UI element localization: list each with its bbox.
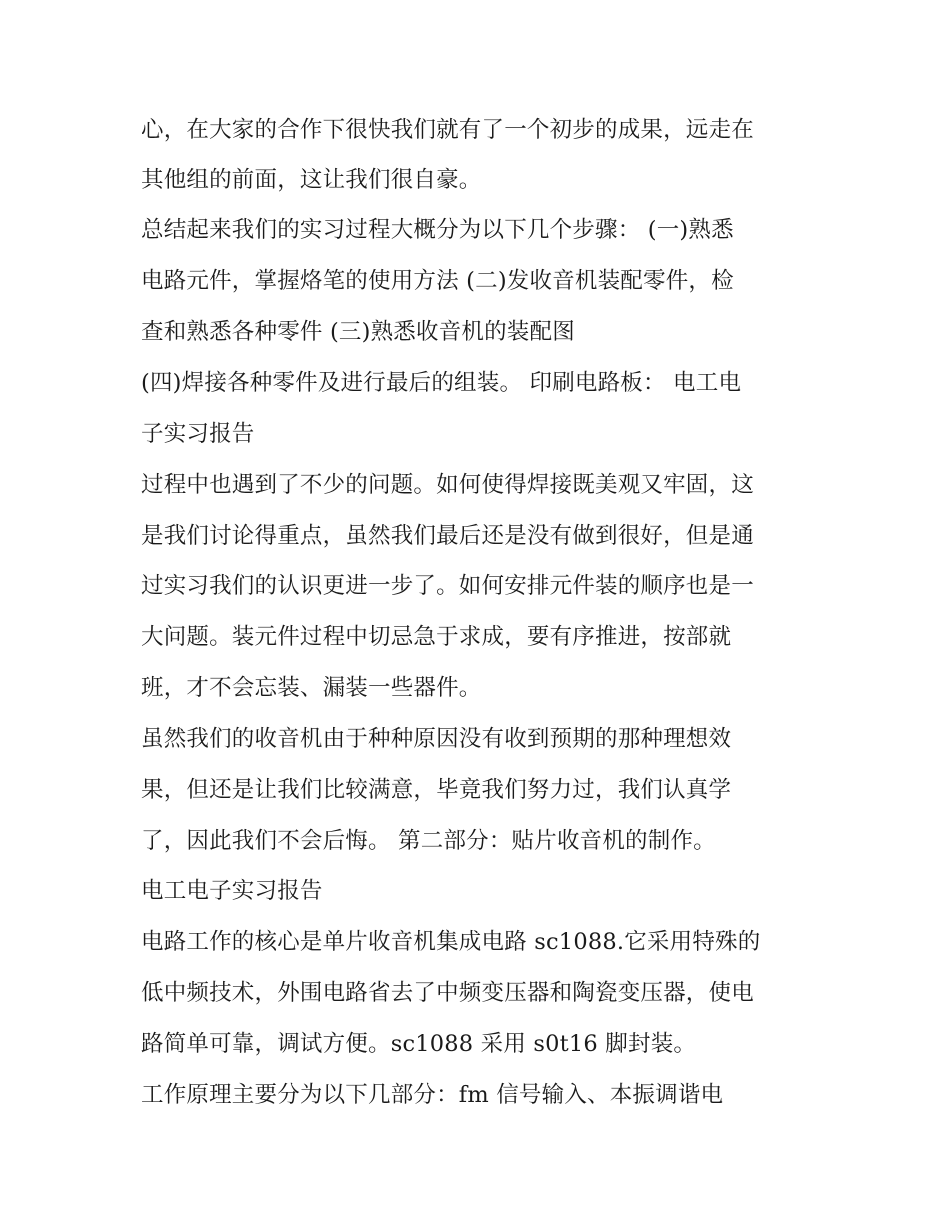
text-line: 查和熟悉各种零件 (三)熟悉收音机的装配图 <box>141 319 575 345</box>
text-line: (四)焊接各种零件及进行最后的组装。 印刷电路板： 电工电 <box>141 370 742 396</box>
text-line: 是我们讨论得重点，虽然我们最后还是没有做到很好，但是通 <box>141 523 754 549</box>
text-line: 虽然我们的收音机由于种种原因没有收到预期的那种理想效 <box>141 726 732 752</box>
text-line: 大问题。装元件过程中切忌急于求成，要有序推进，按部就 <box>141 624 732 650</box>
text-line: 心，在大家的合作下很快我们就有了一个初步的成果，远走在 <box>141 117 754 143</box>
text-line: 过实习我们的认识更进一步了。如何安排元件装的顺序也是一 <box>141 573 754 599</box>
text-line: 果，但还是让我们比较满意，毕竟我们努力过，我们认真学 <box>141 777 732 803</box>
text-line: 路简单可靠，调试方便。sc1088 采用 s0t16 脚封装。 <box>141 1031 697 1057</box>
text-line: 低中频技术，外围电路省去了中频变压器和陶瓷变压器，使电 <box>141 980 754 1006</box>
text-line: 电路工作的核心是单片收音机集成电路 sc1088.它采用特殊的 <box>141 929 761 955</box>
text-line: 工作原理主要分为以下几部分：fm 信号输入、本振调谐电 <box>141 1082 724 1108</box>
text-line: 了，因此我们不会后悔。 第二部分：贴片收音机的制作。 <box>141 828 716 854</box>
text-line: 其他组的前面，这让我们很自豪。 <box>141 167 482 193</box>
text-line: 班，才不会忘装、漏装一些器件。 <box>141 675 482 701</box>
text-line: 过程中也遇到了不少的问题。如何使得焊接既美观又牢固，这 <box>141 472 754 498</box>
text-line: 电路元件，掌握烙笔的使用方法 (二)发收音机装配零件，检 <box>141 268 734 294</box>
text-line: 总结起来我们的实习过程大概分为以下几个步骤： (一)熟悉 <box>141 217 734 243</box>
text-line: 子实习报告 <box>141 421 255 447</box>
text-line: 电工电子实习报告 <box>141 878 323 904</box>
